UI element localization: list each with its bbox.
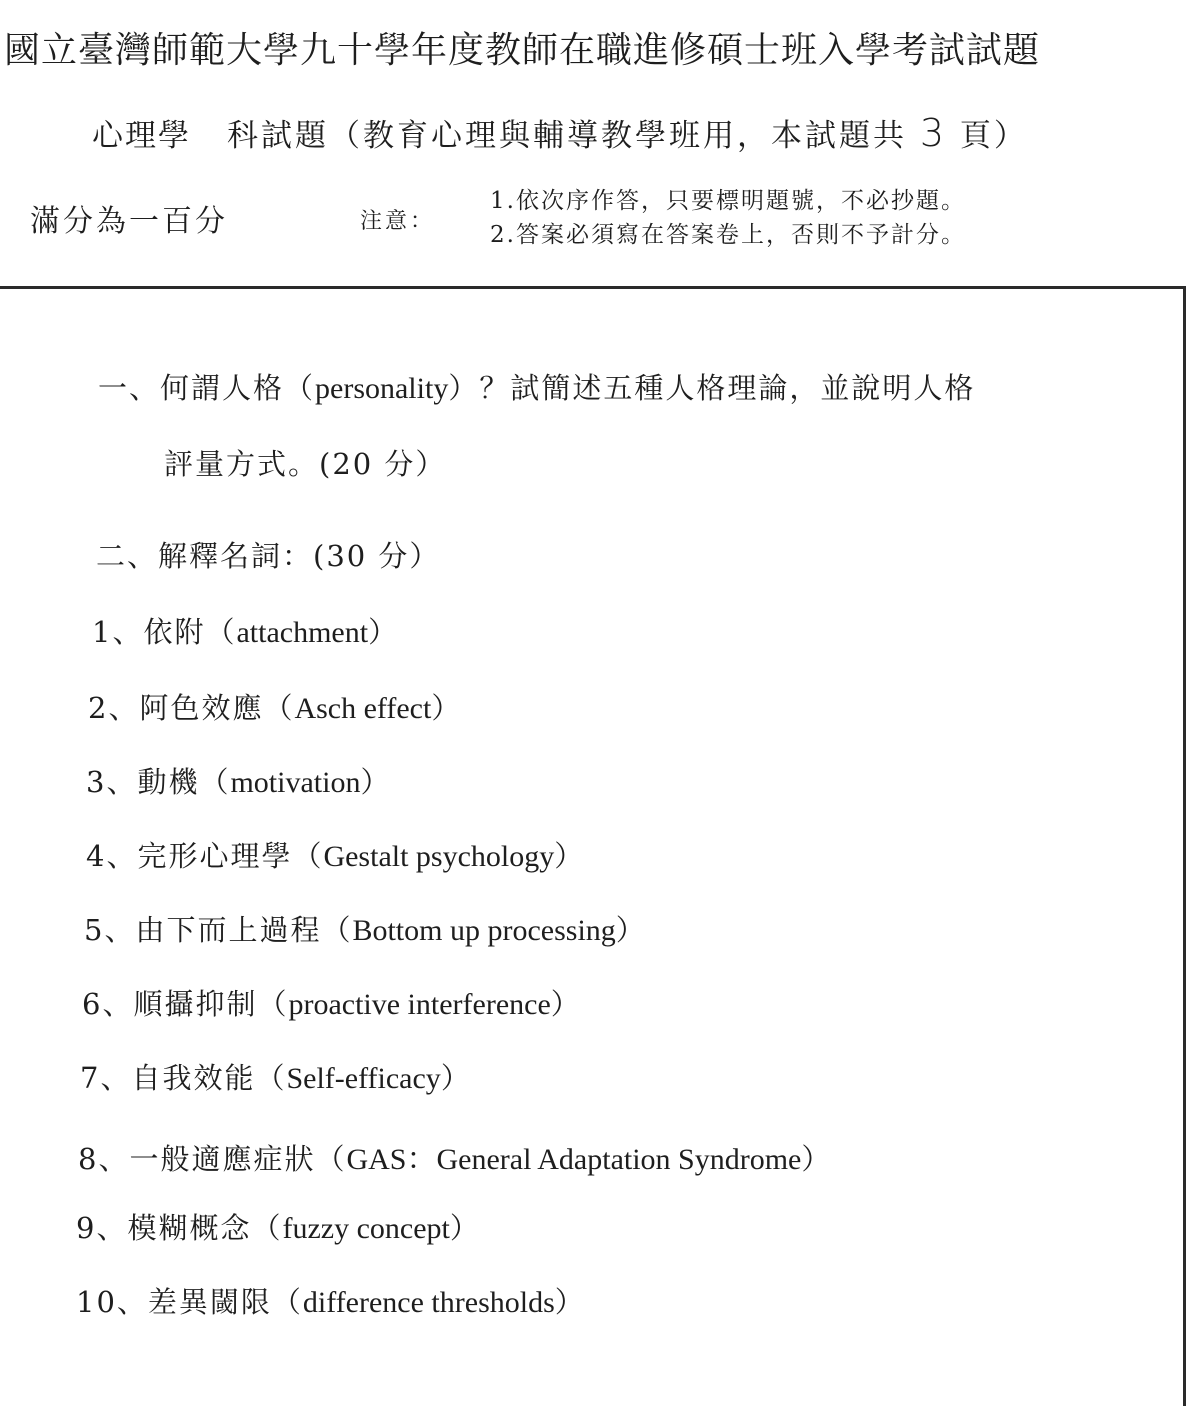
term-item [78, 1134, 832, 1178]
term-label: 6、順攝抑制（ [82, 987, 289, 1021]
term-close: ） [554, 839, 586, 873]
page-suffix: 頁） [959, 118, 1028, 154]
term-label: 8、一般適應症狀（ [78, 1142, 347, 1176]
term-english: difference thresholds [302, 1286, 555, 1319]
question-2-heading: 二、解釋名詞：(30 分） [96, 539, 441, 573]
term-label: 3、動機（ [86, 765, 231, 799]
term-close: ） [368, 615, 400, 649]
term-close: ） [550, 987, 582, 1021]
term-english: fuzzy concept [282, 1212, 450, 1245]
q1-rest: ）？試簡述五種人格理論，並說明人格 [448, 371, 976, 405]
term-english: proactive interference [288, 988, 551, 1021]
question-1-line-1 [98, 366, 975, 407]
term-english: Gestalt psychology [323, 840, 555, 873]
notices [490, 184, 966, 252]
term-label: 1、依附（ [92, 615, 237, 649]
term-english: GAS：General Adaptation Syndrome [346, 1143, 802, 1176]
notice-item-1: 1.依次序作答，只要標明題號，不必抄題。 [490, 188, 966, 214]
page-count: 3 [919, 111, 948, 155]
term-close: ） [360, 765, 392, 799]
term-english: Asch effect [294, 692, 432, 725]
term-item [86, 834, 585, 875]
term-label: 7、自我效能（ [80, 1061, 287, 1095]
term-label: 4、完形心理學（ [86, 839, 324, 873]
term-english: Bottom up processing [352, 914, 616, 947]
question-1-line-2: 評量方式。(20 分） [164, 447, 447, 481]
q1-prefix: 一、何謂人格（ [98, 371, 316, 405]
term-item [92, 610, 399, 651]
exam-subtitle [92, 110, 1028, 155]
term-item [82, 982, 582, 1023]
term-item [86, 760, 391, 801]
term-english: motivation [230, 766, 361, 799]
term-item [76, 1206, 481, 1247]
term-label: 2、阿色效應（ [88, 691, 295, 725]
term-close: ） [615, 913, 647, 947]
notice-label: 注意： [360, 209, 436, 234]
term-label: 5、由下而上過程（ [84, 913, 353, 947]
term-item [88, 686, 462, 727]
full-score: 滿分為一百分 [30, 204, 228, 239]
term-close: ） [431, 691, 463, 725]
term-label: 10、差異閾限（ [76, 1285, 303, 1319]
term-english: attachment [236, 616, 369, 649]
exam-title: 國立臺灣師範大學九十學年度教師在職進修碩士班入學考試試題 [4, 30, 1041, 71]
q1-term: personality [315, 372, 449, 405]
subject-name: 心理學 [92, 118, 191, 154]
term-item [80, 1056, 472, 1097]
term-close: ） [801, 1142, 833, 1176]
term-english: Self-efficacy [286, 1062, 441, 1095]
term-close: ） [449, 1211, 481, 1245]
subject-suffix: 科試題（教育心理與輔導教學班用，本試題共 [227, 118, 907, 154]
term-label: 9、模糊概念（ [76, 1211, 283, 1245]
term-item [76, 1280, 586, 1321]
notice-item-2: 2.答案必須寫在答案卷上，否則不予計分。 [490, 222, 966, 248]
term-item [84, 908, 647, 949]
term-close: ） [440, 1061, 472, 1095]
term-close: ） [554, 1285, 586, 1319]
